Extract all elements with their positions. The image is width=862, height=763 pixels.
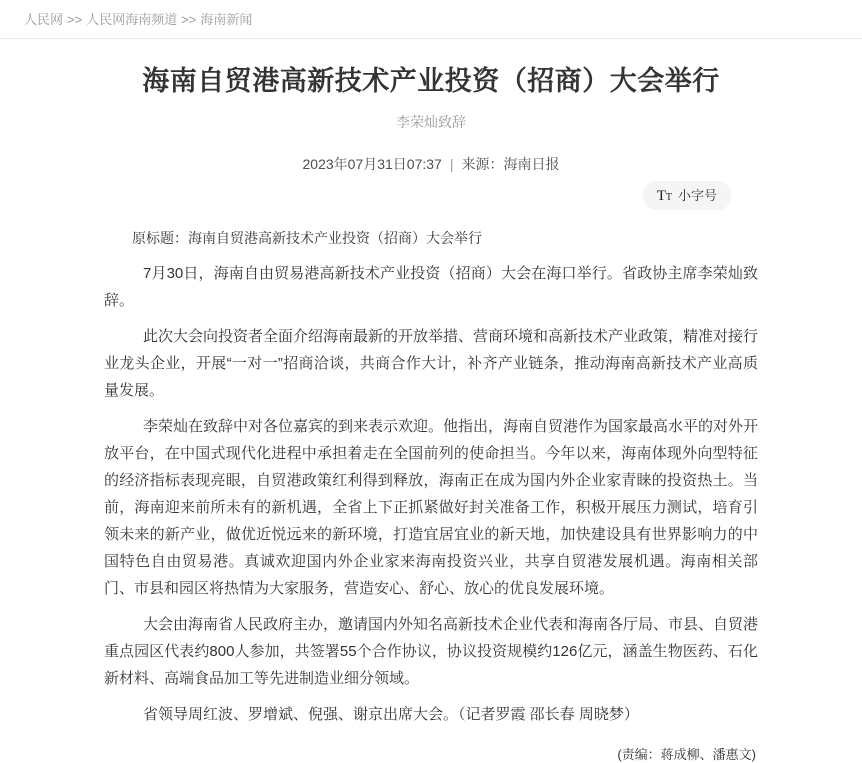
font-size-icon: TT (656, 188, 672, 205)
font-size-button[interactable] (643, 181, 731, 210)
breadcrumb-separator: >> (67, 12, 83, 27)
original-title-line (104, 227, 758, 249)
breadcrumb-item-hainan-news[interactable]: 海南新闻 (200, 12, 253, 27)
paragraph: 李荣灿在致辞中对各位嘉宾的到来表示欢迎。他指出，海南自贸港作为国家最高水平的对外开放平台，在中国式现代化进程中承担着走在全国前列的使命担当。今年以来，海南体现外向型特征的经济指标表现亮眼，自贸港政策红利得到释放，海南正在成为国内外企业家青睐的投资热土。当前，海南迎来前所未有的新机遇，全省上下正抓紧做好封关准备工作，积极开展压力测试，培育引领未来的新产业，做优近悦远来的新环境，打造宜居宜业的新天地，加快建设具有世界影响力的中国特色自由贸易港。真诚欢迎国内外企业家来海南投资兴业，共享自贸港发展机遇。海南相关部门、市县和园区将热情为大家服务，营造安心、舒心、放心的优良发展环境。 (104, 418, 759, 598)
paragraph: 大会由海南省人民政府主办，邀请国内外知名高新技术企业代表和海南各厅局、市县、自贸港重点园区代表约800人参加，共签署55个合作协议，协议投资规模约126亿元，涵盖生物医药、石化新材料、高端食品加工等先进制造业细分领域。 (104, 616, 759, 688)
paragraph: 省领导周红波、罗增斌、倪强、谢京出席大会。（记者罗霞 邵长春 周晓梦） (143, 706, 639, 724)
article-body (104, 260, 758, 728)
breadcrumb-item-peoples-daily[interactable]: 人民网 (24, 12, 64, 27)
article-title: 海南自贸港高新技术产业投资（招商）大会举行 (142, 66, 720, 96)
article-content (104, 64, 758, 763)
source-label: 来源： (461, 156, 504, 173)
font-size-label: 小字号 (677, 188, 717, 204)
publish-date: 2023年07月31日07:37 (302, 156, 442, 173)
breadcrumb-item-hainan-channel[interactable]: 人民网海南频道 (86, 12, 178, 27)
original-title-text: 海南自贸港高新技术产业投资（招商）大会举行 (188, 230, 482, 247)
source-link[interactable]: 海南日报 (503, 156, 560, 173)
article-dateline (104, 154, 758, 174)
original-title-label: 原标题： (132, 230, 188, 247)
article-subtitle: 李荣灿致辞 (396, 114, 466, 131)
breadcrumb (0, 0, 862, 39)
breadcrumb-separator: >> (181, 12, 197, 27)
paragraph: 7月30日，海南自由贸易港高新技术产业投资（招商）大会在海口举行。省政协主席李荣灿致辞。 (104, 265, 758, 310)
font-size-row (104, 181, 758, 210)
paragraph: 此次大会向投资者全面介绍海南最新的开放举措、营商环境和高新技术产业政策，精准对接行业龙头企业，开展“一对一”招商洽谈，共商合作大计，补齐产业链条，推动海南高新技术产业高质量发展。 (104, 328, 759, 400)
dateline-pipe: | (449, 156, 454, 173)
editors-note: (责编：蒋成柳、潘惠文) (617, 747, 756, 763)
